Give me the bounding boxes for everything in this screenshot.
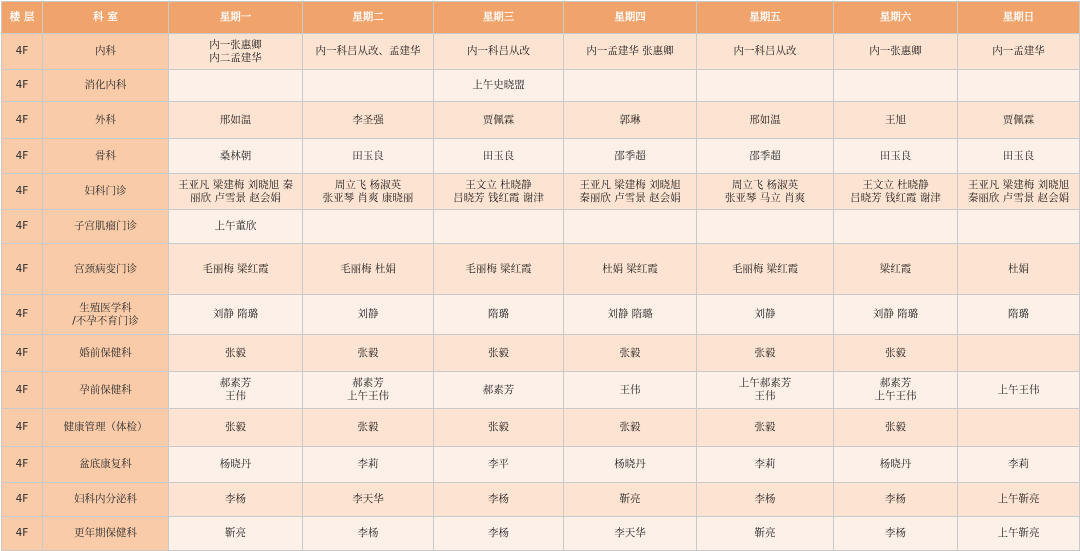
table-row xyxy=(2,102,1080,139)
dept-label: 妇科内分泌科 xyxy=(74,493,137,505)
dept-label: 骨科 xyxy=(95,149,116,162)
doctor-names: 王亚凡 梁建梅 刘晓旭 秦丽欣 卢雪景 赵会娟 xyxy=(579,178,681,204)
dept-cell xyxy=(43,372,169,409)
doctor-names: 隋璐 xyxy=(488,308,509,320)
schedule-cell xyxy=(564,174,697,210)
doctor-names: 李杨 xyxy=(885,527,906,539)
schedule-cell xyxy=(434,70,564,102)
doctor-names: 刘静 xyxy=(754,308,776,320)
doctor-names: 郝素芳 上午王伟 xyxy=(874,377,917,402)
doctor-names: 杜娟 梁红霞 xyxy=(602,262,658,275)
floor-cell: 4F xyxy=(2,335,43,372)
floor-cell: 4F xyxy=(2,295,43,335)
schedule-cell xyxy=(303,139,434,174)
schedule-cell xyxy=(169,335,303,372)
header-day-mon: 星期一 xyxy=(169,2,303,34)
schedule-cell xyxy=(169,244,303,295)
table-row xyxy=(2,244,1080,295)
header-floor: 楼 层 xyxy=(2,2,43,34)
doctor-names: 李莉 xyxy=(754,458,776,470)
doctor-names: 贾佩霖 xyxy=(482,113,515,126)
schedule-cell xyxy=(303,174,434,210)
dept-cell xyxy=(43,210,169,244)
table-row xyxy=(2,483,1080,517)
schedule-cell xyxy=(169,295,303,335)
doctor-names: 刘静 隋璐 xyxy=(212,308,259,320)
schedule-cell xyxy=(834,174,958,210)
schedule-cell xyxy=(697,34,834,70)
schedule-cell xyxy=(697,210,834,244)
doctor-names: 上午董欣 xyxy=(214,220,257,232)
schedule-cell xyxy=(834,139,958,174)
doctor-names: 张毅 xyxy=(488,421,509,433)
schedule-cell xyxy=(434,174,564,210)
schedule-cell xyxy=(834,483,958,517)
dept-cell xyxy=(43,335,169,372)
schedule-cell xyxy=(834,70,958,102)
schedule-cell xyxy=(303,447,434,483)
schedule-cell xyxy=(303,244,434,295)
doctor-names: 靳亮 xyxy=(754,527,776,539)
floor-cell: 4F xyxy=(2,210,43,244)
dept-cell xyxy=(43,102,169,139)
schedule-cell xyxy=(303,210,434,244)
schedule-cell xyxy=(564,483,697,517)
schedule-cell xyxy=(303,34,434,70)
doctor-names: 李杨 xyxy=(754,493,776,505)
doctor-names: 郝素芳 xyxy=(482,383,515,396)
floor-cell: 4F xyxy=(2,70,43,102)
doctor-names: 内一孟建华 张惠卿 xyxy=(586,45,674,57)
dept-cell xyxy=(43,34,169,70)
schedule-cell xyxy=(564,372,697,409)
schedule-cell xyxy=(564,139,697,174)
schedule-cell xyxy=(564,102,697,139)
schedule-cell xyxy=(958,295,1080,335)
table-row xyxy=(2,517,1080,551)
header-row xyxy=(2,2,1080,34)
schedule-cell xyxy=(303,295,434,335)
table-row xyxy=(2,295,1080,335)
floor-cell: 4F xyxy=(2,483,43,517)
table-row xyxy=(2,210,1080,244)
doctor-names: 李杨 xyxy=(357,527,379,539)
schedule-cell xyxy=(434,210,564,244)
doctor-names: 张毅 xyxy=(488,346,509,359)
schedule-cell xyxy=(303,483,434,517)
schedule-cell xyxy=(958,483,1080,517)
schedule-cell xyxy=(834,517,958,551)
doctor-names: 周立飞 杨淑英 张亚琴 马立 肖爽 xyxy=(724,178,806,204)
schedule-cell xyxy=(564,517,697,551)
doctor-names: 刘静 xyxy=(357,308,379,320)
table-row xyxy=(2,139,1080,174)
dept-label: 外科 xyxy=(95,113,116,126)
schedule-cell xyxy=(434,34,564,70)
schedule-cell xyxy=(564,210,697,244)
table-row xyxy=(2,409,1080,447)
dept-label: 宫颈病变门诊 xyxy=(74,262,137,275)
schedule-body xyxy=(2,34,1080,551)
doctor-names: 内一科吕从改 xyxy=(467,45,530,57)
table-row xyxy=(2,447,1080,483)
doctor-names: 刘静 隋璐 xyxy=(607,308,653,320)
doctor-names: 上午靳亮 xyxy=(997,493,1040,505)
doctor-names: 靳亮 xyxy=(225,527,246,539)
doctor-names: 李平 xyxy=(488,458,509,470)
dept-cell xyxy=(43,409,169,447)
floor-cell: 4F xyxy=(2,409,43,447)
doctor-names: 杨晓丹 xyxy=(614,458,646,470)
schedule-cell xyxy=(958,335,1080,372)
doctor-names: 张毅 xyxy=(225,421,246,433)
dept-label: 婚前保健科 xyxy=(79,346,132,359)
floor-cell: 4F xyxy=(2,102,43,139)
schedule-cell xyxy=(697,295,834,335)
doctor-names: 刘静 隋璐 xyxy=(872,308,919,320)
doctor-names: 张毅 xyxy=(754,421,776,433)
doctor-names: 王伟 xyxy=(619,383,641,396)
doctor-names: 田玉良 xyxy=(1002,149,1035,162)
schedule-cell xyxy=(434,139,564,174)
schedule-cell xyxy=(697,102,834,139)
schedule-cell xyxy=(958,102,1080,139)
schedule-cell xyxy=(303,409,434,447)
doctor-names: 邢如温 xyxy=(219,113,252,126)
doctor-names: 周立飞 杨淑英 张亚琴 肖爽 康晓丽 xyxy=(322,178,414,204)
schedule-cell xyxy=(169,210,303,244)
schedule-cell xyxy=(169,174,303,210)
doctor-names: 王亚凡 梁建梅 刘晓旭 秦丽欣 卢雪景 赵会娟 xyxy=(967,178,1070,204)
schedule-cell xyxy=(169,517,303,551)
schedule-cell xyxy=(697,139,834,174)
floor-cell: 4F xyxy=(2,244,43,295)
schedule-cell xyxy=(834,210,958,244)
table-row xyxy=(2,70,1080,102)
schedule-cell xyxy=(958,139,1080,174)
dept-cell xyxy=(43,295,169,335)
schedule-cell xyxy=(697,335,834,372)
schedule-cell xyxy=(958,210,1080,244)
schedule-cell xyxy=(434,335,564,372)
schedule-cell xyxy=(434,295,564,335)
doctor-names: 贾佩霖 xyxy=(1002,113,1035,126)
dept-label: 盆底康复科 xyxy=(79,458,132,470)
schedule-cell xyxy=(169,409,303,447)
doctor-names: 内一张惠卿 内二孟建华 xyxy=(209,38,262,64)
dept-label: 消化内科 xyxy=(84,79,127,91)
schedule-cell xyxy=(564,409,697,447)
schedule-cell xyxy=(958,517,1080,551)
table-row xyxy=(2,372,1080,409)
schedule-cell xyxy=(958,244,1080,295)
schedule-cell xyxy=(834,335,958,372)
schedule-cell xyxy=(434,447,564,483)
doctor-names: 郝素芳 上午王伟 xyxy=(347,377,389,402)
doctor-names: 杨晓丹 xyxy=(879,458,912,470)
dept-cell xyxy=(43,244,169,295)
table-row xyxy=(2,174,1080,210)
doctor-names: 内一科吕从改、孟建华 xyxy=(315,45,421,57)
dept-cell xyxy=(43,174,169,210)
doctor-names: 张毅 xyxy=(619,346,641,359)
header-day-thu: 星期四 xyxy=(564,2,697,34)
schedule-cell xyxy=(434,483,564,517)
dept-cell xyxy=(43,517,169,551)
schedule-cell xyxy=(434,372,564,409)
doctor-names: 隋璐 xyxy=(1008,308,1029,320)
floor-cell: 4F xyxy=(2,372,43,409)
doctor-names: 田玉良 xyxy=(482,149,515,162)
schedule-cell xyxy=(697,517,834,551)
schedule-cell xyxy=(697,447,834,483)
dept-label: 妇科门诊 xyxy=(84,185,127,197)
schedule-cell xyxy=(434,102,564,139)
doctor-names: 毛丽梅 梁红霞 xyxy=(465,262,532,275)
schedule-cell xyxy=(564,34,697,70)
doctor-names: 郝素芳 王伟 xyxy=(219,377,252,402)
doctor-names: 李圣强 xyxy=(352,113,384,126)
schedule-table xyxy=(1,1,1080,551)
doctor-names: 毛丽梅 梁红霞 xyxy=(202,262,269,275)
doctor-names: 李莉 xyxy=(1008,458,1029,470)
doctor-names: 上午史晓盟 xyxy=(472,79,525,91)
schedule-cell xyxy=(834,244,958,295)
header-day-wed: 星期三 xyxy=(434,2,564,34)
schedule-cell xyxy=(434,244,564,295)
floor-cell: 4F xyxy=(2,139,43,174)
header-day-fri: 星期五 xyxy=(697,2,834,34)
dept-cell xyxy=(43,447,169,483)
doctor-names: 张毅 xyxy=(357,346,379,359)
doctor-names: 靳亮 xyxy=(619,493,641,505)
doctor-names: 张毅 xyxy=(885,346,906,359)
schedule-cell xyxy=(169,34,303,70)
dept-label: 生殖医学科 /不孕不育门诊 xyxy=(72,301,139,327)
dept-label: 子宫肌瘤门诊 xyxy=(74,220,137,232)
schedule-cell xyxy=(958,447,1080,483)
schedule-cell xyxy=(169,70,303,102)
doctor-names: 上午郝素芳 王伟 xyxy=(738,377,792,402)
schedule-cell xyxy=(434,517,564,551)
doctor-names: 王文立 杜晓静 吕晓芳 钱红霞 谢津 xyxy=(453,178,544,204)
schedule-cell xyxy=(834,447,958,483)
schedule-cell xyxy=(958,372,1080,409)
floor-cell: 4F xyxy=(2,517,43,551)
dept-cell xyxy=(43,70,169,102)
schedule-cell xyxy=(564,335,697,372)
schedule-cell xyxy=(303,372,434,409)
schedule-cell xyxy=(169,483,303,517)
doctor-names: 张毅 xyxy=(357,421,379,433)
doctor-names: 李莉 xyxy=(357,458,379,470)
doctor-names: 杜娟 xyxy=(1008,262,1029,275)
doctor-names: 邵季超 xyxy=(614,149,646,162)
doctor-names: 李杨 xyxy=(225,493,246,505)
doctor-names: 张毅 xyxy=(619,421,641,433)
doctor-names: 李杨 xyxy=(488,527,509,539)
doctor-names: 李天华 xyxy=(352,493,384,505)
schedule-cell xyxy=(958,70,1080,102)
header-day-tue: 星期二 xyxy=(303,2,434,34)
schedule-cell xyxy=(564,447,697,483)
schedule-cell xyxy=(697,483,834,517)
header-day-sat: 星期六 xyxy=(834,2,958,34)
doctor-names: 郭琳 xyxy=(619,113,641,126)
dept-label: 孕前保健科 xyxy=(79,383,132,396)
schedule-cell xyxy=(303,102,434,139)
schedule-cell xyxy=(958,174,1080,210)
schedule-cell xyxy=(958,409,1080,447)
doctor-names: 上午靳亮 xyxy=(997,527,1040,539)
schedule-cell xyxy=(564,70,697,102)
dept-cell xyxy=(43,139,169,174)
schedule-cell xyxy=(303,517,434,551)
dept-cell xyxy=(43,483,169,517)
schedule-cell xyxy=(303,70,434,102)
schedule-cell xyxy=(697,174,834,210)
schedule-cell xyxy=(697,372,834,409)
schedule-cell xyxy=(169,372,303,409)
schedule-cell xyxy=(697,409,834,447)
floor-cell: 4F xyxy=(2,447,43,483)
doctor-names: 张毅 xyxy=(885,421,906,433)
doctor-names: 毛丽梅 杜娟 xyxy=(340,262,396,275)
doctor-names: 上午王伟 xyxy=(997,383,1040,396)
doctor-names: 内一张惠卿 xyxy=(869,45,922,57)
doctor-names: 王旭 xyxy=(885,113,906,126)
header-dept: 科 室 xyxy=(43,2,169,34)
doctor-names: 王文立 杜晓静 吕晓芳 钱红霞 谢津 xyxy=(850,178,941,204)
doctor-names: 梁红霞 xyxy=(879,262,912,275)
schedule-cell xyxy=(834,372,958,409)
schedule-cell xyxy=(834,409,958,447)
schedule-cell xyxy=(697,244,834,295)
doctor-names: 内一科吕从改 xyxy=(733,45,797,57)
schedule-cell xyxy=(169,447,303,483)
schedule-cell xyxy=(834,295,958,335)
doctor-names: 王亚凡 梁建梅 刘晓旭 秦 丽欣 卢雪景 赵会娟 xyxy=(177,178,293,204)
dept-label: 健康管理（体检） xyxy=(63,421,148,433)
schedule-cell xyxy=(564,295,697,335)
doctor-names: 邢如温 xyxy=(749,113,781,126)
floor-cell: 4F xyxy=(2,34,43,70)
schedule-cell xyxy=(303,335,434,372)
doctor-names: 张毅 xyxy=(754,346,776,359)
doctor-names: 杨晓丹 xyxy=(219,458,252,470)
doctor-names: 张毅 xyxy=(225,346,246,359)
schedule-cell xyxy=(834,34,958,70)
header-day-sun: 星期日 xyxy=(958,2,1080,34)
schedule-cell xyxy=(169,139,303,174)
dept-label: 更年期保健科 xyxy=(74,527,137,539)
doctor-names: 内一孟建华 xyxy=(992,45,1045,57)
doctor-names: 田玉良 xyxy=(879,149,912,162)
schedule-cell xyxy=(434,409,564,447)
doctor-names: 李天华 xyxy=(614,527,646,539)
table-row xyxy=(2,335,1080,372)
schedule-cell xyxy=(169,102,303,139)
doctor-names: 毛丽梅 梁红霞 xyxy=(731,262,799,275)
doctor-names: 桑林朝 xyxy=(219,149,252,162)
doctor-names: 邵季超 xyxy=(749,149,781,162)
doctor-names: 李杨 xyxy=(885,493,906,505)
schedule-cell xyxy=(564,244,697,295)
schedule-cell xyxy=(697,70,834,102)
schedule-cell xyxy=(834,102,958,139)
floor-cell: 4F xyxy=(2,174,43,210)
schedule-cell xyxy=(958,34,1080,70)
doctor-names: 李杨 xyxy=(488,493,509,505)
doctor-names: 田玉良 xyxy=(352,149,384,162)
dept-label: 内科 xyxy=(95,45,116,57)
table-row xyxy=(2,34,1080,70)
